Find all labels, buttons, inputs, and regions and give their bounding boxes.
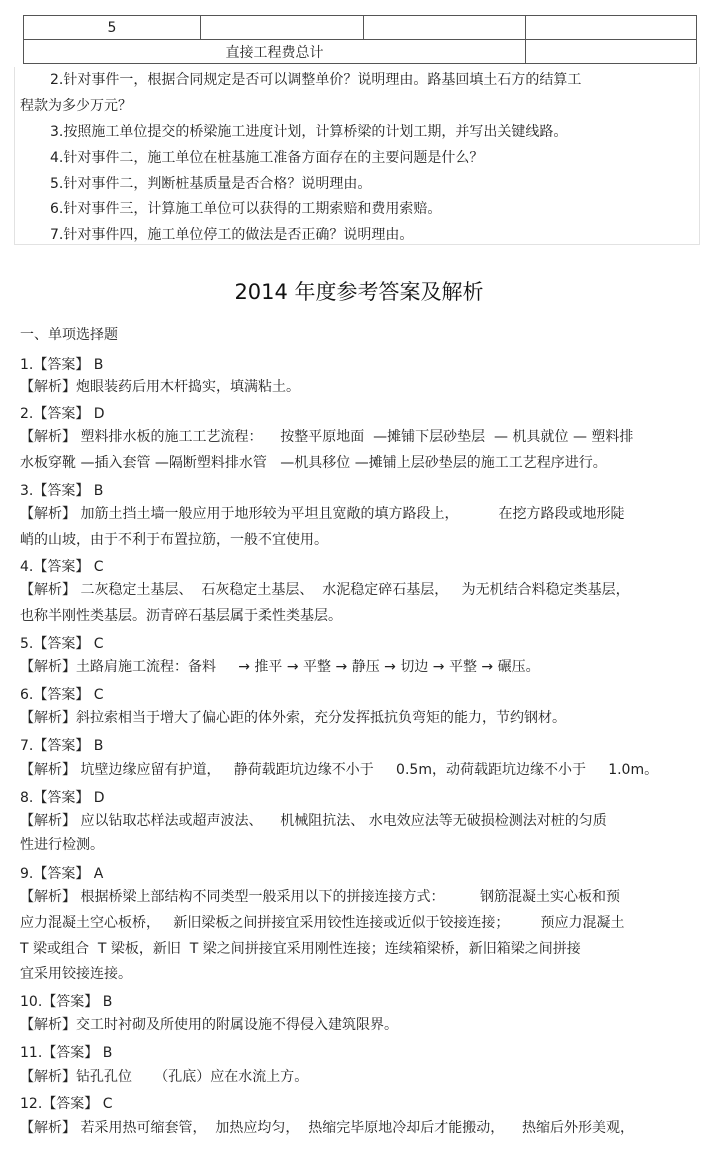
answer-3-label: 3.【答案】 B <box>20 483 104 499</box>
answer-12-explanation: 【解析】 若采用热可缩套管， 加热应均匀， 热缩完毕原地冷却后才能搬动， 热缩后外形美观， <box>20 1120 635 1136</box>
answer-1-label: 1.【答案】 B <box>20 357 104 373</box>
answer-3-explanation: 【解析】 加筋土挡土墙一般应用于地形较为平坦且宽敞的填方路段上， 在挖方路段或地形陡 <box>20 506 625 522</box>
answer-1-explanation: 【解析】炮眼装药后用木杆捣实，填满粘土。 <box>20 379 300 395</box>
answer-8-explanation: 【解析】 应以钻取芯样法或超声波法、 机械阻抗法、 水电效应法等无破损检测法对桩的匀质 <box>20 813 607 829</box>
answer-9-explanation-cont-1: 应力混凝土空心板桥， 新旧梁板之间拼接宜采用铰性连接或近似于铰接连接； 预应力混凝土 <box>20 915 625 931</box>
total-value <box>526 40 697 64</box>
answer-8-explanation-cont: 性进行检测。 <box>20 837 104 853</box>
answer-9-explanation-cont-3: 宜采用铰接连接。 <box>20 966 132 982</box>
answer-10-label: 10.【答案】 B <box>20 994 113 1010</box>
question-2-line-1: 2.针对事件一，根据合同规定是否可以调整单价？说明理由。路基回填土石方的结算工 <box>50 72 582 88</box>
question-4: 4.针对事件二，施工单位在桩基施工准备方面存在的主要问题是什么？ <box>50 150 484 166</box>
table-cell <box>201 16 364 40</box>
answer-2-explanation: 【解析】 塑料排水板的施工工艺流程： 按整平原地面 —摊铺下层砂垫层 — 机具就位 — 塑料排 <box>20 429 634 445</box>
answer-6-explanation: 【解析】斜拉索相当于增大了偏心距的体外索，充分发挥抵抗负弯矩的能力，节约钢材。 <box>20 710 566 726</box>
answer-6-label: 6.【答案】 C <box>20 687 104 703</box>
table-row <box>24 16 697 40</box>
answer-3-explanation-cont: 峭的山坡，由于不利于布置拉筋，一般不宜使用。 <box>20 532 328 548</box>
answer-8-label: 8.【答案】 D <box>20 790 105 806</box>
answer-4-label: 4.【答案】 C <box>20 559 104 575</box>
table-cell <box>526 16 697 40</box>
answer-4-explanation: 【解析】 二灰稳定土基层、 石灰稳定土基层、 水泥稳定碎石基层， 为无机结合料稳定类基层， <box>20 582 630 598</box>
table-row-total <box>24 40 697 64</box>
section-heading: 一、单项选择题 <box>20 327 118 343</box>
answer-11-explanation: 【解析】钻孔孔位 （孔底）应在水流上方。 <box>20 1069 309 1085</box>
answer-7-label: 7.【答案】 B <box>20 738 104 754</box>
answer-11-label: 11.【答案】 B <box>20 1045 113 1061</box>
cost-table <box>23 15 697 64</box>
answer-5-explanation: 【解析】土路肩施工流程：备料 → 推平 → 平整 → 静压 → 切边 → 平整 → 碾压。 <box>20 659 540 675</box>
answer-2-label: 2.【答案】 D <box>20 406 105 422</box>
answer-9-explanation: 【解析】 根据桥梁上部结构不同类型一般采用以下的拼接连接方式： 钢筋混凝土实心板和预 <box>20 889 621 905</box>
answer-4-explanation-cont: 也称半刚性类基层。沥青碎石基层属于柔性类基层。 <box>20 608 342 624</box>
question-7: 7.针对事件四，施工单位停工的做法是否正确？说明理由。 <box>50 227 414 243</box>
answer-9-label: 9.【答案】 A <box>20 866 104 882</box>
table-cell: 5 <box>24 16 201 40</box>
answer-2-explanation-cont: 水板穿靴 —插入套管 —隔断塑料排水管 —机具移位 —摊铺上层砂垫层的施工工艺程序进行。 <box>20 455 607 471</box>
answer-12-label: 12.【答案】 C <box>20 1096 113 1112</box>
question-2-line-2: 程款为多少万元？ <box>20 98 132 114</box>
answer-5-label: 5.【答案】 C <box>20 636 104 652</box>
question-6: 6.针对事件三，计算施工单位可以获得的工期索赔和费用索赔。 <box>50 201 442 217</box>
page-title: 2014 年度参考答案及解析 <box>234 280 484 304</box>
question-3: 3.按照施工单位提交的桥梁施工进度计划，计算桥梁的计划工期，并写出关键线路。 <box>50 124 568 140</box>
table-cell <box>364 16 526 40</box>
answer-10-explanation: 【解析】交工时衬砌及所使用的附属设施不得侵入建筑限界。 <box>20 1017 398 1033</box>
question-5: 5.针对事件二，判断桩基质量是否合格？说明理由。 <box>50 176 372 192</box>
answer-9-explanation-cont-2: T 梁或组合 T 梁板，新旧 T 梁之间拼接宜采用刚性连接；连续箱梁桥，新旧箱梁之间拼接 <box>20 941 581 957</box>
answer-7-explanation: 【解析】 坑壁边缘应留有护道， 静荷载距坑边缘不小于 0.5m，动荷载距坑边缘不小于 1.0m。 <box>20 762 659 778</box>
total-label: 直接工程费总计 <box>24 40 526 64</box>
